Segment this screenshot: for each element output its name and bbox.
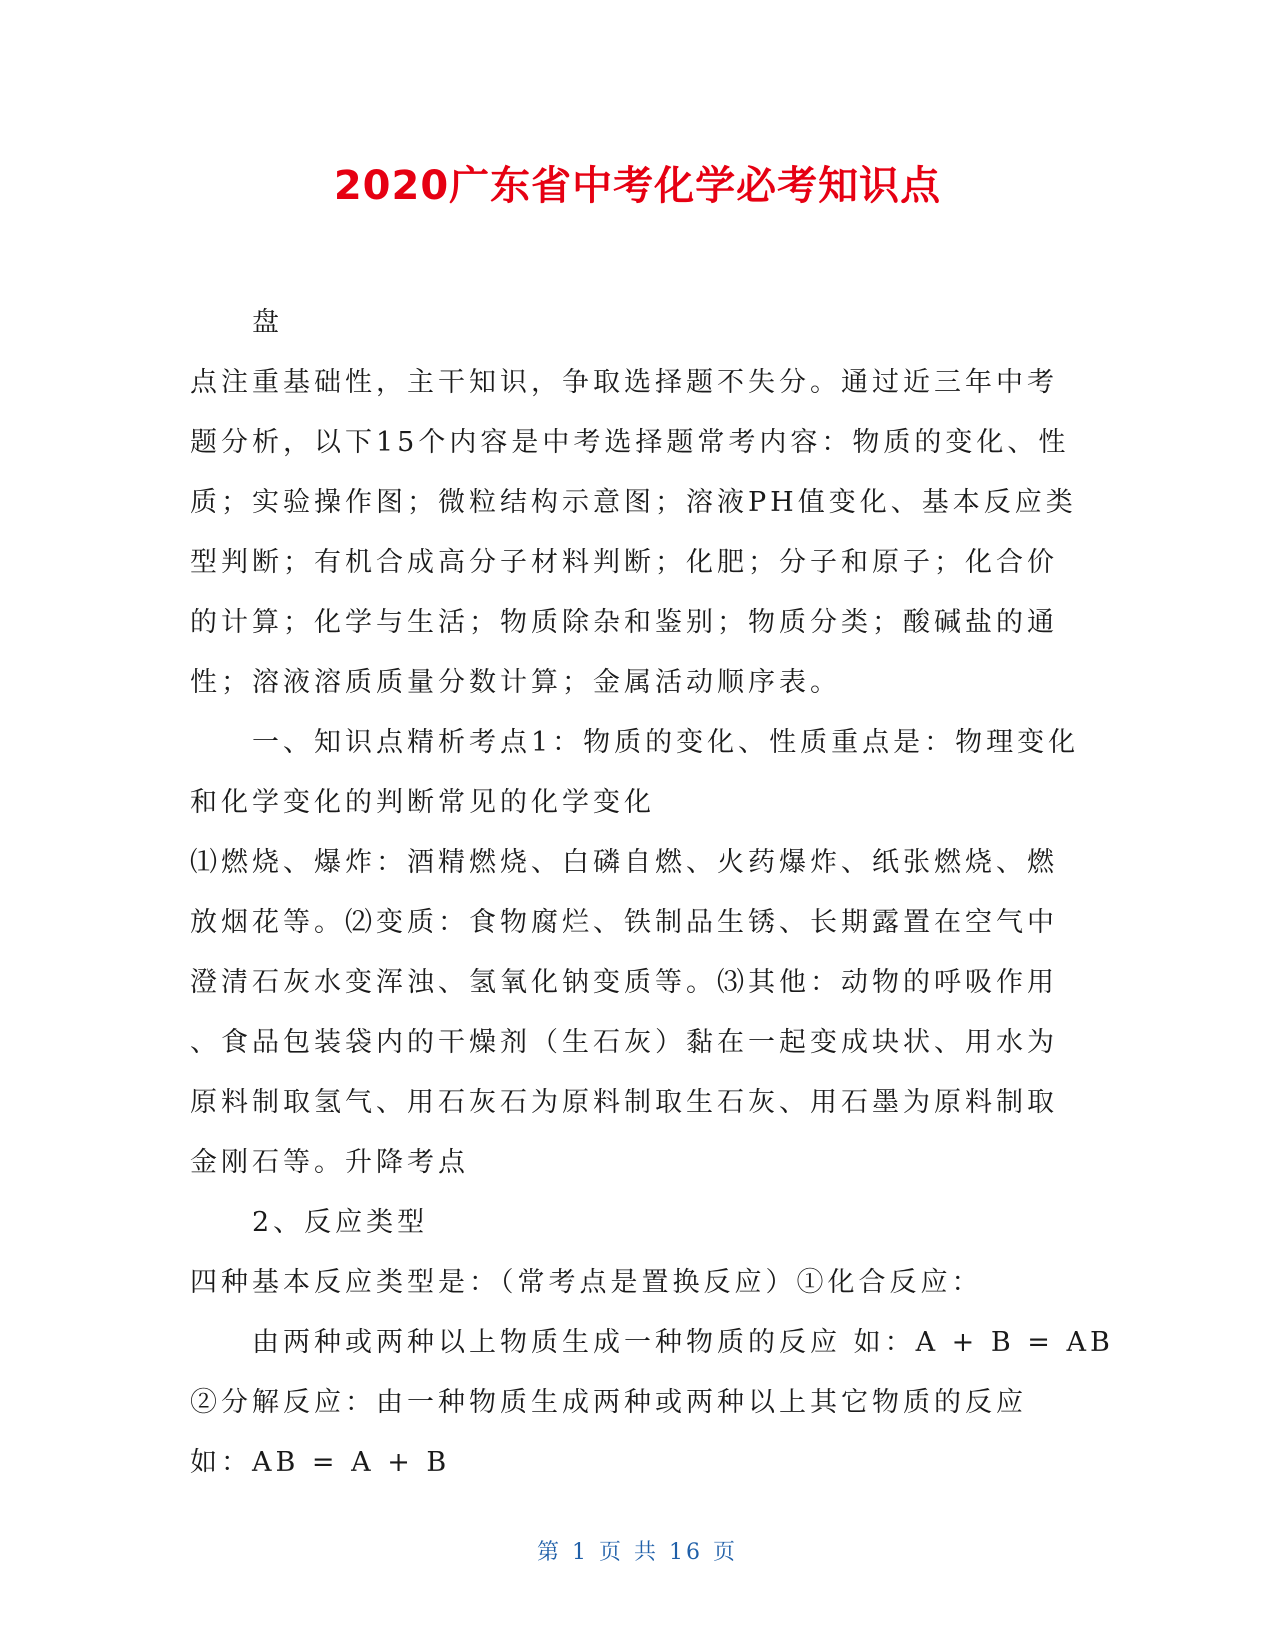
body-line-14: 原料制取氢气、用石灰石为原料制取生石灰、用石墨为原料制取 <box>190 1087 1058 1118</box>
body-line-19: ②分解反应：由一种物质生成两种或两种以上其它物质的反应 <box>190 1387 1027 1418</box>
body-line-9: 和化学变化的判断常见的化学变化 <box>190 787 655 818</box>
body-line-15: 金刚石等。升降考点 <box>190 1147 469 1178</box>
body-line-1: 盘 <box>252 307 283 338</box>
page-number-footer: 第 1 页 共 16 页 <box>537 1540 738 1565</box>
body-line-5: 型判断；有机合成高分子材料判断；化肥；分子和原子；化合价 <box>190 547 1058 578</box>
body-line-13: 、食品包装袋内的干燥剂（生石灰）黏在一起变成块状、用水为 <box>190 1027 1058 1058</box>
body-line-6: 的计算；化学与生活；物质除杂和鉴别；物质分类；酸碱盐的通 <box>190 607 1058 638</box>
body-line-11: 放烟花等。⑵变质：食物腐烂、铁制品生锈、长期露置在空气中 <box>190 907 1058 938</box>
body-line-17: 四种基本反应类型是：（常考点是置换反应）①化合反应： <box>190 1267 983 1298</box>
body-line-2: 点注重基础性，主干知识，争取选择题不失分。通过近三年中考 <box>190 367 1058 398</box>
body-line-16: 2、反应类型 <box>252 1207 429 1238</box>
body-line-18: 由两种或两种以上物质生成一种物质的反应 如：A + B = AB <box>252 1327 1114 1358</box>
body-line-4: 质；实验操作图；微粒结构示意图；溶液PH值变化、基本反应类 <box>190 487 1077 518</box>
body-line-3: 题分析，以下15个内容是中考选择题常考内容：物质的变化、性 <box>190 427 1070 458</box>
body-line-20: 如：AB = A + B <box>190 1447 451 1478</box>
body-line-12: 澄清石灰水变浑浊、氢氧化钠变质等。⑶其他：动物的呼吸作用 <box>190 967 1058 998</box>
body-line-7: 性；溶液溶质质量分数计算；金属活动顺序表。 <box>190 667 841 698</box>
body-line-10: ⑴燃烧、爆炸：酒精燃烧、白磷自燃、火药爆炸、纸张燃烧、燃 <box>190 847 1058 878</box>
document-body <box>190 293 1114 1493</box>
document-title: 2020广东省中考化学必考知识点 <box>333 163 942 209</box>
body-line-8: 一、知识点精析考点1：物质的变化、性质重点是：物理变化 <box>252 727 1080 758</box>
